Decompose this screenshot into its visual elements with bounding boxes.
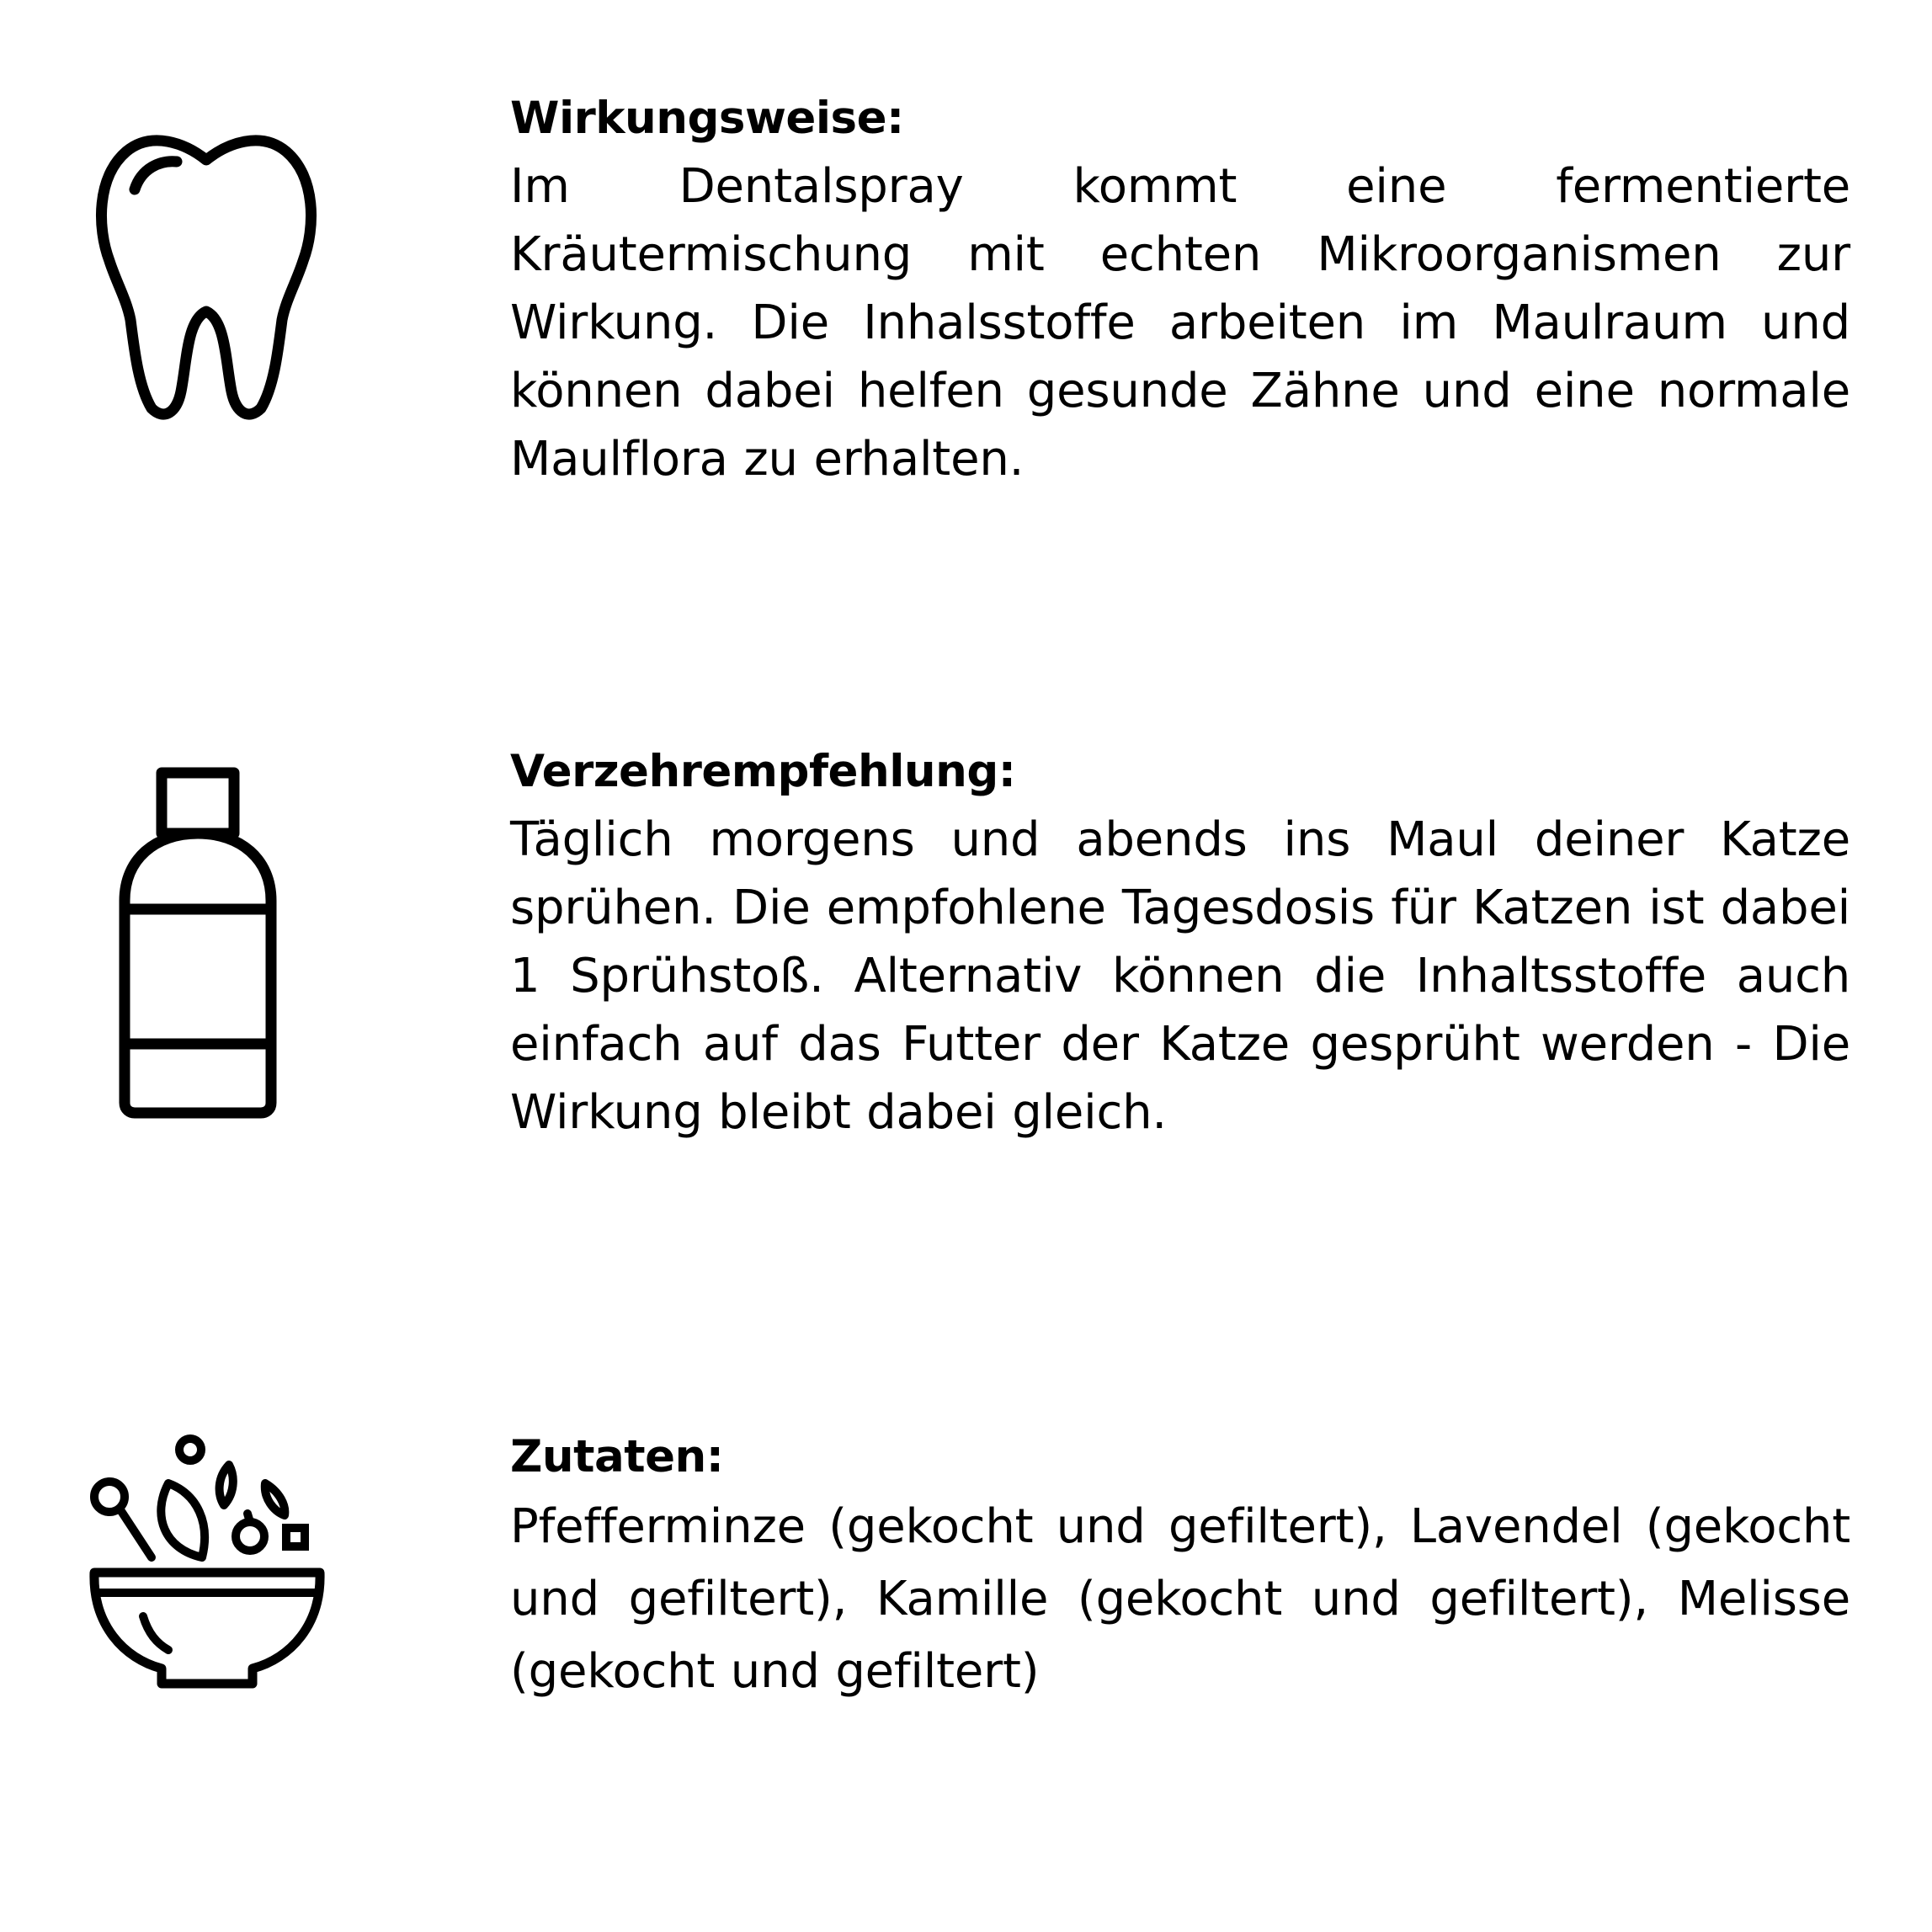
herb-bowl-icon (84, 1431, 337, 1700)
bottle-icon (118, 766, 278, 1120)
tooth-icon (93, 135, 320, 421)
section-body: Im Dentalspray kommt eine fermentierte Kräutermischung mit echten Mikroorganismen zur Wirkung. Die Inhalsstoffe arbeiten im Maulraum und können dabei helfen gesunde Zähne und eine normale Maulflora zu erhalten. (510, 159, 1850, 487)
section-heading: Verzehrempfehlung: (510, 746, 1016, 797)
text-block-zutaten (510, 1423, 1850, 1708)
text-block-wirkungsweise (510, 84, 1850, 493)
section-body: Pfefferminze (gekocht und gefiltert), Lavendel (gekocht und gefiltert), Kamille (gekocht und gefiltert), Melisse (gekocht und gefiltert) (510, 1499, 1850, 1699)
section-heading: Wirkungsweise: (510, 93, 904, 144)
section-heading: Zutaten: (510, 1431, 724, 1482)
text-block-verzehrempfehlung (510, 737, 1850, 1147)
section-body: Täglich morgens und abends ins Maul deiner Katze sprühen. Die empfohlene Tagesdosis für Katzen ist dabei 1 Sprühstoß. Alternativ können die Inhaltsstoffe auch einfach auf das Futter der Katze gesprüht werden - Die Wirkung bleibt dabei gleich. (510, 812, 1850, 1140)
